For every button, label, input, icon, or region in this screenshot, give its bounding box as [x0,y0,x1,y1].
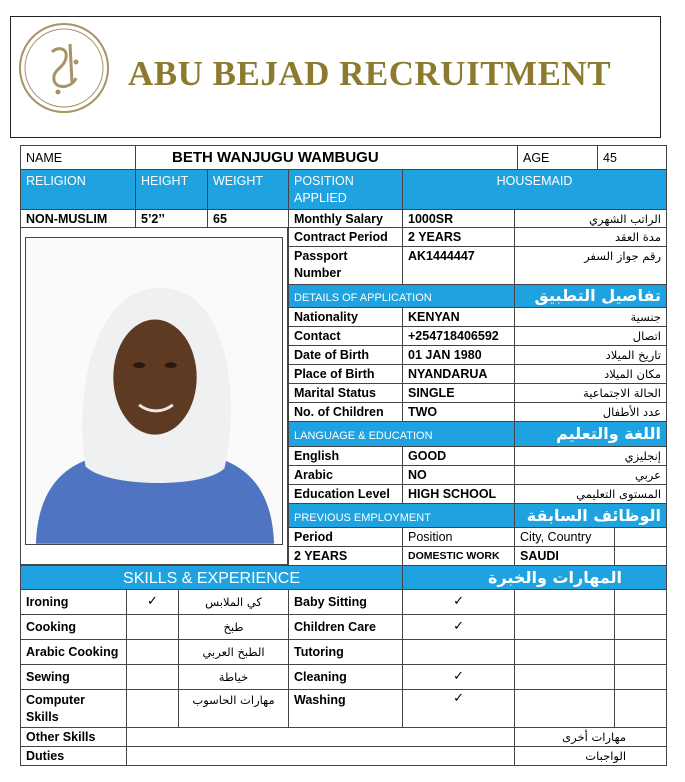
language-value: NO [403,466,515,485]
contract-value: 2 YEARS [403,228,515,247]
contract-label-ar: الراتب الشهري [515,210,667,228]
detail-label-ar: جنسية [515,308,667,327]
detail-label: Date of Birth [289,346,403,365]
empty-cell [127,615,179,640]
employment-position: DOMESTIC WORK [403,547,515,566]
contract-label: Monthly Salary [289,210,403,228]
language-title: LANGUAGE & EDUCATION [289,422,515,447]
religion-value: NON-MUSLIM [21,210,136,228]
detail-label: Contact [289,327,403,346]
detail-value: 01 JAN 1980 [403,346,515,365]
contract-value: AK1444447 [403,247,515,285]
check-icon: ✓ [403,615,515,640]
attributes-values [20,209,289,228]
other-skills-label: Other Skills [21,728,127,747]
empty-cell [515,615,615,640]
detail-label: Place of Birth [289,365,403,384]
education-label: Education Level [289,485,403,504]
height-value: 5’2’’ [136,210,208,228]
detail-label: No. of Children [289,403,403,422]
skill-label-ar: كي الملابس [179,590,289,615]
detail-value: NYANDARUA [403,365,515,384]
empty-cell [615,615,667,640]
age-value: 45 [598,146,667,170]
education-label-ar: المستوى التعليمي [515,485,667,504]
employment-blank [615,547,667,566]
empty-cell [615,640,667,665]
skills-table [20,565,667,766]
skill-label-ar: مهارات الحاسوب [179,690,289,728]
detail-value: +254718406592 [403,327,515,346]
religion-label: RELIGION [21,170,136,210]
detail-label-ar: تاريخ الميلاد [515,346,667,365]
language-label: English [289,447,403,466]
empty-cell [515,640,615,665]
height-label: HEIGHT [136,170,208,210]
check-icon: ✓ [127,590,179,615]
contract-table [288,209,667,285]
contract-label-ar: رقم جواز السفر [515,247,667,285]
name-table [20,145,667,170]
skill-label: Washing [289,690,403,728]
skill-label: Cooking [21,615,127,640]
skills-title: SKILLS & EXPERIENCE [21,566,403,590]
detail-value: SINGLE [403,384,515,403]
position-value: HOUSEMAID [403,170,667,210]
skill-label: Baby Sitting [289,590,403,615]
employment-blank [615,528,667,547]
detail-label-ar: عدد الأطفال [515,403,667,422]
other-skills-label-ar: مهارات أخرى [515,728,667,747]
contract-label-ar: مدة العقد [515,228,667,247]
skill-label: Ironing [21,590,127,615]
position-label: POSITION APPLIED [289,170,403,210]
employment-title: PREVIOUS EMPLOYMENT [289,504,515,528]
employment-country: SAUDI [515,547,615,566]
language-value: GOOD [403,447,515,466]
skill-label-ar: طبخ [179,615,289,640]
empty-cell [615,690,667,728]
empty-cell [127,690,179,728]
detail-label-ar: اتصال [515,327,667,346]
duties-value [127,747,515,766]
name-label: NAME [21,146,136,170]
language-title-ar: اللغة والتعليم [515,422,667,447]
contract-label: Passport Number [289,247,403,285]
education-value: HIGH SCHOOL [403,485,515,504]
employment-period-header: Period [289,528,403,547]
company-logo-icon [18,22,110,114]
skill-label: Cleaning [289,665,403,690]
company-name: ABU BEJAD RECRUITMENT [128,54,612,93]
details-title-ar: تفاصيل التطبيق [515,285,667,308]
check-icon: ✓ [403,690,515,728]
skill-label-ar: خياطة [179,665,289,690]
employment-country-header: City, Country [515,528,615,547]
duties-label: Duties [21,747,127,766]
language-label: Arabic [289,466,403,485]
empty-cell [515,690,615,728]
skill-label: Children Care [289,615,403,640]
detail-label-ar: الحالة الاجتماعية [515,384,667,403]
attributes-header [20,169,667,210]
empty-cell [515,665,615,690]
applicant-name: BETH WANJUGU WAMBUGU [136,146,518,170]
empty-cell [515,590,615,615]
detail-value: KENYAN [403,308,515,327]
other-skills-value [127,728,515,747]
detail-label: Nationality [289,308,403,327]
detail-label-ar: مكان الميلاد [515,365,667,384]
check-icon: ✓ [403,665,515,690]
skill-label: Tutoring [289,640,403,665]
skill-label: Computer Skills [21,690,127,728]
contract-value: 1000SR [403,210,515,228]
empty-cell [615,590,667,615]
language-label-ar: عربي [515,466,667,485]
language-table [288,421,667,504]
employment-title-ar: الوظائف السابقة [515,504,667,528]
employment-position-header: Position [403,528,515,547]
empty-cell [127,640,179,665]
weight-value: 65 [208,210,289,228]
check-icon: ✓ [403,590,515,615]
detail-label: Marital Status [289,384,403,403]
age-label: AGE [518,146,598,170]
empty-cell [127,665,179,690]
employment-period: 2 YEARS [289,547,403,566]
duties-label-ar: الواجبات [515,747,667,766]
details-title: DETAILS OF APPLICATION [289,285,515,308]
contract-label: Contract Period [289,228,403,247]
applicant-photo [25,237,283,545]
skill-label-ar: الطبخ العربي [179,640,289,665]
detail-value: TWO [403,403,515,422]
skills-title-ar: المهارات والخبرة [403,566,667,590]
empty-cell [615,665,667,690]
details-table [288,284,667,422]
employment-table [288,503,667,566]
skill-label: Arabic Cooking [21,640,127,665]
skill-label: Sewing [21,665,127,690]
language-label-ar: إنجليزي [515,447,667,466]
empty-cell [403,640,515,665]
weight-label: WEIGHT [208,170,289,210]
